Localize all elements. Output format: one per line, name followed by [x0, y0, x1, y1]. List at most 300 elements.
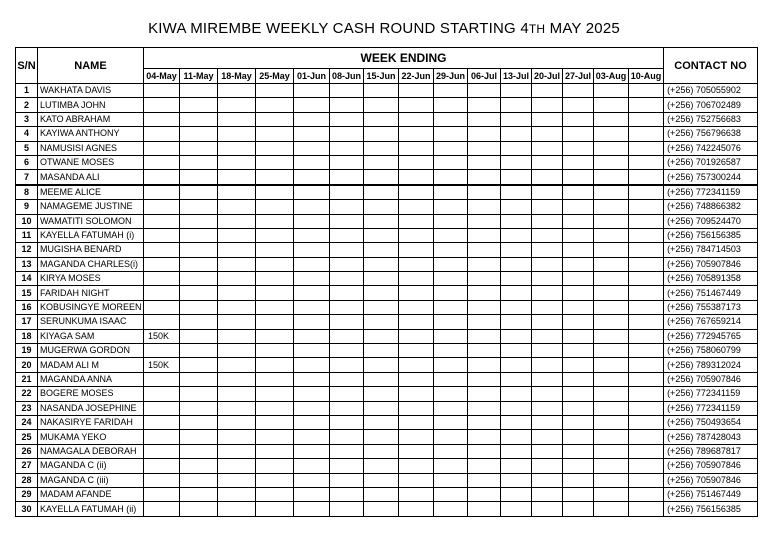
payment-cell [330, 243, 364, 257]
payment-cell [256, 286, 294, 300]
payment-cell [563, 502, 594, 516]
row-number: 18 [16, 329, 38, 343]
table-row [16, 170, 758, 185]
payment-cell [468, 141, 501, 155]
payment-cell [364, 430, 399, 444]
payment-cell [364, 155, 399, 169]
payment-cell [399, 387, 434, 401]
payment-cell [256, 329, 294, 343]
payment-cell [594, 98, 629, 112]
row-number: 22 [16, 387, 38, 401]
contact-number: (+256) 751467449 [664, 487, 758, 501]
payment-cell [594, 141, 629, 155]
payment-cell [501, 141, 532, 155]
payment-cell [218, 430, 256, 444]
payment-cell [563, 257, 594, 271]
payment-cell [399, 286, 434, 300]
table-row [16, 185, 758, 200]
payment-cell [294, 502, 330, 516]
payment-cell [399, 200, 434, 214]
payment-cell [399, 473, 434, 487]
title-day-suffix: TH [528, 22, 546, 36]
payment-cell [434, 387, 468, 401]
payment-cell [180, 243, 218, 257]
payment-cell [399, 430, 434, 444]
payment-cell [399, 358, 434, 372]
member-name: MAGANDA C (iii) [38, 473, 144, 487]
payment-cell [218, 329, 256, 343]
row-number: 5 [16, 141, 38, 155]
contact-number: (+256) 705891358 [664, 272, 758, 286]
payment-cell [434, 185, 468, 200]
member-name: NAMUSISI AGNES [38, 141, 144, 155]
member-name: KAYELLA FATUMAH (ii) [38, 502, 144, 516]
payment-cell [563, 401, 594, 415]
table-row [16, 141, 758, 155]
payment-cell [180, 155, 218, 169]
payment-cell [501, 84, 532, 98]
payment-cell [594, 243, 629, 257]
payment-cell [364, 415, 399, 429]
payment-cell [629, 257, 664, 271]
payment-cell [144, 200, 180, 214]
payment-cell [256, 84, 294, 98]
payment-cell [180, 430, 218, 444]
payment-cell [629, 84, 664, 98]
payment-cell [180, 272, 218, 286]
payment-cell [434, 155, 468, 169]
payment-cell [468, 272, 501, 286]
payment-cell [294, 415, 330, 429]
payment-cell [294, 272, 330, 286]
payment-cell [399, 84, 434, 98]
payment-cell [399, 444, 434, 458]
payment-cell [532, 329, 563, 343]
member-name: KATO ABRAHAM [38, 112, 144, 126]
contact-number: (+256) 705907846 [664, 372, 758, 386]
payment-cell [532, 112, 563, 126]
payment-cell [629, 487, 664, 501]
table-row [16, 502, 758, 516]
payment-cell [563, 358, 594, 372]
payment-cell [468, 200, 501, 214]
payment-cell [594, 444, 629, 458]
payment-cell [218, 286, 256, 300]
title-day: 4 [520, 20, 529, 37]
payment-cell [218, 502, 256, 516]
payment-cell [501, 112, 532, 126]
payment-cell [364, 170, 399, 185]
payment-cell [563, 141, 594, 155]
row-number: 16 [16, 300, 38, 314]
payment-cell [330, 257, 364, 271]
payment-cell [218, 257, 256, 271]
payment-cell [629, 170, 664, 185]
payment-cell [218, 185, 256, 200]
payment-cell [256, 170, 294, 185]
payment-cell [256, 98, 294, 112]
row-number: 7 [16, 170, 38, 185]
payment-cell [218, 344, 256, 358]
member-name: MAGANDA CHARLES(i) [38, 257, 144, 271]
payment-cell [256, 387, 294, 401]
payment-cell [501, 214, 532, 228]
payment-cell [180, 329, 218, 343]
payment-cell [468, 112, 501, 126]
table-row [16, 372, 758, 386]
table-row [16, 243, 758, 257]
contact-number: (+256) 756796638 [664, 127, 758, 141]
row-number: 2 [16, 98, 38, 112]
table-row [16, 329, 758, 343]
payment-cell [218, 200, 256, 214]
payment-cell [180, 98, 218, 112]
payment-cell [629, 401, 664, 415]
payment-cell [144, 228, 180, 242]
week-header-11-may: 11-May [180, 69, 218, 84]
payment-cell [180, 84, 218, 98]
payment-cell [330, 112, 364, 126]
payment-cell [218, 243, 256, 257]
payment-cell [468, 228, 501, 242]
payment-cell [594, 372, 629, 386]
payment-cell [364, 387, 399, 401]
payment-cell [180, 141, 218, 155]
contact-number: (+256) 705907846 [664, 257, 758, 271]
payment-cell [434, 112, 468, 126]
payment-cell [364, 344, 399, 358]
payment-cell [399, 329, 434, 343]
payment-cell [256, 112, 294, 126]
payment-cell [294, 358, 330, 372]
payment-cell [532, 430, 563, 444]
payment-cell [144, 112, 180, 126]
row-number: 30 [16, 502, 38, 516]
payment-cell [594, 257, 629, 271]
payment-cell [330, 155, 364, 169]
contact-number: (+256) 752756683 [664, 112, 758, 126]
table-row [16, 387, 758, 401]
row-number: 24 [16, 415, 38, 429]
payment-cell [468, 387, 501, 401]
member-name: MAGANDA ANNA [38, 372, 144, 386]
payment-cell [399, 300, 434, 314]
member-name: KOBUSINGYE MOREEN [38, 300, 144, 314]
payment-cell [434, 459, 468, 473]
table-row [16, 444, 758, 458]
payment-cell [330, 214, 364, 228]
table-row [16, 459, 758, 473]
payment-cell [434, 286, 468, 300]
payment-cell [629, 502, 664, 516]
payment-cell [256, 272, 294, 286]
row-number: 1 [16, 84, 38, 98]
payment-cell [180, 473, 218, 487]
payment-cell [434, 372, 468, 386]
payment-cell [629, 243, 664, 257]
payment-cell [144, 214, 180, 228]
payment-cell [563, 286, 594, 300]
payment-cell [532, 84, 563, 98]
payment-cell [434, 200, 468, 214]
payment-cell [180, 387, 218, 401]
payment-cell [563, 228, 594, 242]
table-row [16, 300, 758, 314]
payment-cell [180, 214, 218, 228]
payment-cell [256, 155, 294, 169]
payment-cell [144, 372, 180, 386]
payment-cell [468, 286, 501, 300]
payment-cell [364, 502, 399, 516]
payment-cell [364, 315, 399, 329]
payment-cell [501, 243, 532, 257]
payment-cell [330, 344, 364, 358]
payment-cell [144, 98, 180, 112]
contact-number: (+256) 787428043 [664, 430, 758, 444]
payment-cell [532, 200, 563, 214]
payment-cell [594, 112, 629, 126]
contact-number: (+256) 772341159 [664, 387, 758, 401]
payment-cell [364, 358, 399, 372]
contact-number: (+256) 772945765 [664, 329, 758, 343]
payment-cell [330, 430, 364, 444]
member-name: MUKAMA YEKO [38, 430, 144, 444]
payment-cell [468, 257, 501, 271]
payment-cell [330, 487, 364, 501]
payment-cell [256, 127, 294, 141]
payment-cell [256, 257, 294, 271]
payment-cell [434, 401, 468, 415]
payment-cell [501, 401, 532, 415]
payment-cell [399, 243, 434, 257]
payment-cell [468, 430, 501, 444]
payment-cell [330, 415, 364, 429]
payment-cell [434, 430, 468, 444]
table-row [16, 286, 758, 300]
payment-cell [218, 300, 256, 314]
payment-cell [180, 401, 218, 415]
payment-cell [294, 228, 330, 242]
week-header-03-aug: 03-Aug [594, 69, 629, 84]
payment-cell [364, 112, 399, 126]
payment-cell [256, 358, 294, 372]
payment-cell [144, 272, 180, 286]
week-header-20-jul: 20-Jul [532, 69, 563, 84]
payment-cell [399, 344, 434, 358]
contact-number: (+256) 750493654 [664, 415, 758, 429]
payment-cell [594, 315, 629, 329]
payment-cell [532, 141, 563, 155]
contact-number: (+256) 701926587 [664, 155, 758, 169]
table-row [16, 344, 758, 358]
payment-cell [144, 127, 180, 141]
payment-cell [563, 487, 594, 501]
contact-number: (+256) 751467449 [664, 286, 758, 300]
payment-cell [144, 170, 180, 185]
payment-cell [294, 329, 330, 343]
payment-cell [501, 487, 532, 501]
payment-cell [144, 430, 180, 444]
payment-cell [594, 459, 629, 473]
payment-cell [501, 200, 532, 214]
member-name: KAYIWA ANTHONY [38, 127, 144, 141]
payment-cell [468, 300, 501, 314]
payment-cell [501, 430, 532, 444]
payment-cell [629, 415, 664, 429]
table-row [16, 401, 758, 415]
member-name: KIYAGA SAM [38, 329, 144, 343]
payment-cell [532, 459, 563, 473]
payment-cell [629, 214, 664, 228]
payment-cell [501, 286, 532, 300]
payment-cell [629, 315, 664, 329]
week-header-22-jun: 22-Jun [399, 69, 434, 84]
payment-cell [256, 228, 294, 242]
payment-cell [563, 185, 594, 200]
payment-cell [294, 459, 330, 473]
payment-cell [594, 170, 629, 185]
payment-cell [364, 459, 399, 473]
payment-cell [256, 141, 294, 155]
payment-cell [330, 84, 364, 98]
payment-cell [144, 243, 180, 257]
payment-cell [501, 315, 532, 329]
payment-cell [594, 502, 629, 516]
payment-cell [434, 272, 468, 286]
payment-cell [256, 200, 294, 214]
payment-cell [563, 430, 594, 444]
payment-cell [532, 155, 563, 169]
payment-cell [629, 272, 664, 286]
contact-number: (+256) 755387173 [664, 300, 758, 314]
payment-cell [594, 401, 629, 415]
payment-cell [218, 98, 256, 112]
payment-cell [532, 387, 563, 401]
payment-cell [144, 487, 180, 501]
payment-cell [294, 257, 330, 271]
payment-cell [434, 127, 468, 141]
payment-cell [294, 401, 330, 415]
payment-cell [330, 286, 364, 300]
week-header-15-jun: 15-Jun [364, 69, 399, 84]
payment-cell [563, 214, 594, 228]
payment-cell [468, 401, 501, 415]
payment-cell [501, 387, 532, 401]
contact-header: CONTACT NO [664, 48, 758, 84]
payment-cell [468, 155, 501, 169]
payment-cell [294, 84, 330, 98]
payment-cell [434, 344, 468, 358]
week-header-10-aug: 10-Aug [629, 69, 664, 84]
payment-cell [330, 502, 364, 516]
payment-cell [294, 473, 330, 487]
payment-cell [563, 444, 594, 458]
payment-cell [364, 487, 399, 501]
payment-cell [532, 286, 563, 300]
table-row [16, 214, 758, 228]
member-name: SERUNKUMA ISAAC [38, 315, 144, 329]
row-number: 26 [16, 444, 38, 458]
table-row [16, 200, 758, 214]
table-row [16, 415, 758, 429]
member-name: NASANDA JOSEPHINE [38, 401, 144, 415]
payment-cell [563, 459, 594, 473]
payment-cell [468, 98, 501, 112]
payment-cell [501, 502, 532, 516]
payment-cell [330, 387, 364, 401]
payment-cell [629, 444, 664, 458]
payment-cell [434, 300, 468, 314]
payment-cell [468, 473, 501, 487]
payment-cell [399, 98, 434, 112]
member-name: MEEME ALICE [38, 185, 144, 200]
payment-cell [180, 112, 218, 126]
payment-cell [399, 127, 434, 141]
payment-cell [468, 358, 501, 372]
payment-cell [256, 459, 294, 473]
payment-cell [294, 387, 330, 401]
payment-cell [399, 487, 434, 501]
table-row [16, 430, 758, 444]
member-name: KIRYA MOSES [38, 272, 144, 286]
payment-cell [501, 300, 532, 314]
week-header-29-jun: 29-Jun [434, 69, 468, 84]
payment-cell [294, 286, 330, 300]
payment-cell [144, 84, 180, 98]
week-header-04-may: 04-May [144, 69, 180, 84]
row-number: 19 [16, 344, 38, 358]
week-header-25-may: 25-May [256, 69, 294, 84]
payment-cell [399, 372, 434, 386]
payment-cell [294, 170, 330, 185]
payment-cell [629, 300, 664, 314]
row-number: 13 [16, 257, 38, 271]
payment-cell [468, 502, 501, 516]
payment-cell [629, 286, 664, 300]
table-row [16, 155, 758, 169]
payment-cell [364, 98, 399, 112]
member-name: OTWANE MOSES [38, 155, 144, 169]
contact-number: (+256) 756156385 [664, 228, 758, 242]
payment-cell [468, 487, 501, 501]
payment-cell [218, 272, 256, 286]
row-number: 15 [16, 286, 38, 300]
payment-cell [218, 112, 256, 126]
payment-cell [294, 372, 330, 386]
payment-cell [399, 401, 434, 415]
payment-cell [399, 272, 434, 286]
payment-cell [364, 141, 399, 155]
payment-cell [468, 84, 501, 98]
payment-cell [594, 200, 629, 214]
payment-cell [399, 415, 434, 429]
contact-number: (+256) 742245076 [664, 141, 758, 155]
payment-cell [218, 358, 256, 372]
row-number: 12 [16, 243, 38, 257]
payment-cell [330, 185, 364, 200]
payment-cell [594, 387, 629, 401]
payment-cell [532, 300, 563, 314]
payment-cell [364, 243, 399, 257]
document-title [0, 20, 768, 37]
payment-cell [434, 487, 468, 501]
payment-cell [218, 141, 256, 155]
payment-cell [434, 329, 468, 343]
payment-cell [364, 228, 399, 242]
payment-cell [594, 344, 629, 358]
member-name: MUGERWA GORDON [38, 344, 144, 358]
payment-cell [330, 459, 364, 473]
